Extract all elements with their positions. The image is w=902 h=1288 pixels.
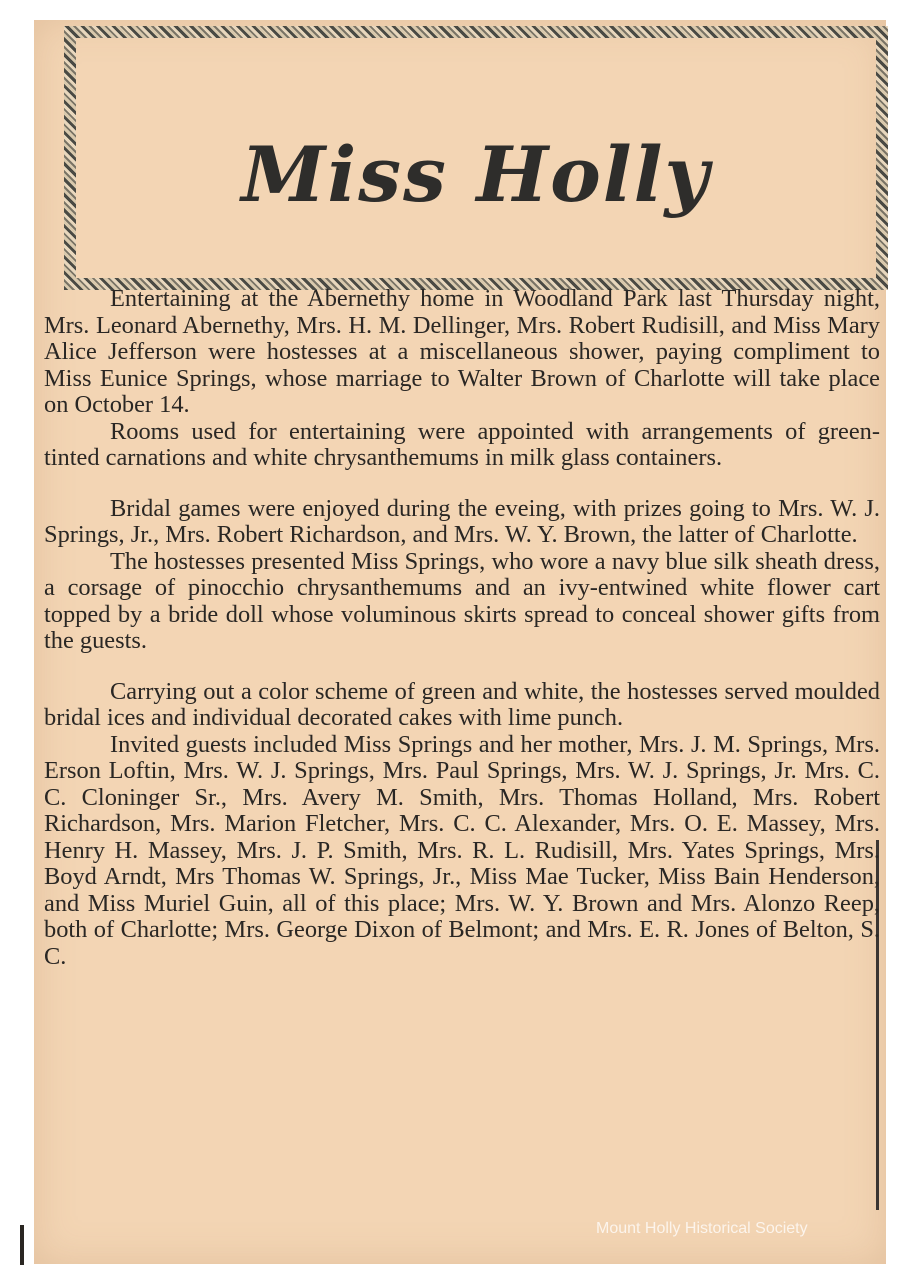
article-body xyxy=(44,286,880,970)
paragraph-rooms: Rooms used for entertaining were appointed with arrangements of green-tinted carnations and white chrysanthemums in milk glass containers. xyxy=(44,417,880,471)
column-rule-left xyxy=(20,1225,24,1265)
watermark: Mount Holly Historical Society xyxy=(596,1220,808,1237)
headline: Miss Holly xyxy=(241,130,711,219)
paragraph-gifts: The hostesses presented Miss Springs, who wore a navy blue silk sheath dress, a corsage of pinocchio chrysanthemums and an ivy-entwined white flower cart topped by a bride doll whose voluminous skirts spread to conceal shower gifts from the guests. xyxy=(44,547,880,654)
paragraph-shower: Entertaining at the Abernethy home in Woodland Park last Thursday night, Mrs. Leonard Abernethy, Mrs. H. M. Dellinger, Mrs. Robert Rudisill, and Miss Mary Alice Jefferson were hostesses at a miscellaneous shower, paying compliment to Miss Eunice Springs, whose marriage to Walter Brown of Charlotte will take place on October 14. xyxy=(44,285,880,418)
holly-border-frame xyxy=(64,26,888,290)
paragraph-guests: Invited guests included Miss Springs and her mother, Mrs. J. M. Springs, Mrs. Erson Loftin, Mrs. W. J. Springs, Mrs. Paul Springs, Mrs. W. J. Springs, Jr. Mrs. C. C. Cloninger Sr., Mrs. Avery M. Smith, Mrs. Thomas Holland, Mrs. Robert Richardson, Mrs. Marion Fletcher, Mrs. C. C. Alexander, Mrs. O. E. Massey, Mrs. Henry H. Massey, Mrs. J. P. Smith, Mrs. R. L. Rudisill, Mrs. Yates Springs, Mrs. Boyd Arndt, Mrs Thomas W. Springs, Jr., Miss Mae Tucker, Miss Bain Henderson, and Miss Muriel Guin, all of this place; Mrs. W. Y. Brown and Mrs. Alonzo Reep, both of Charlotte; Mrs. George Dixon of Belmont; and Mrs. E. R. Jones of Belton, S. C. xyxy=(44,730,880,970)
paragraph-refreshments: Carrying out a color scheme of green and white, the hostesses served moulded bridal ices and individual decorated cakes with lime punch. xyxy=(44,677,880,731)
paragraph-games: Bridal games were enjoyed during the eveing, with prizes going to Mrs. W. J. Springs, Jr., Mrs. Robert Richardson, and Mrs. W. Y. Brown, the latter of Charlotte. xyxy=(44,494,880,548)
